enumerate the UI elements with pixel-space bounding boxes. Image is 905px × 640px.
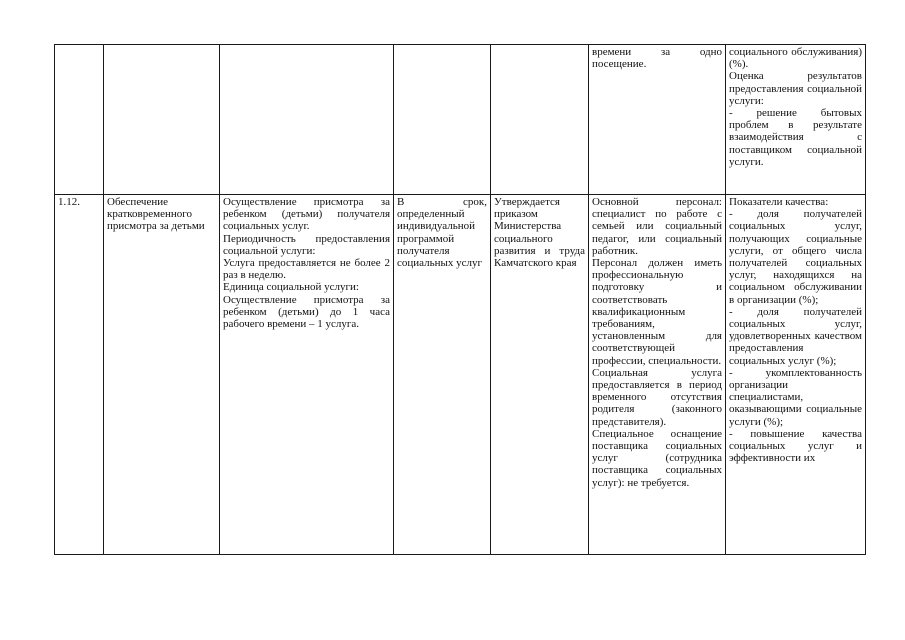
cell-conditions [589, 195, 726, 555]
cell-tariff [491, 195, 589, 555]
cell-name [104, 195, 220, 555]
description-line: Периодичность предоставления социальной услуги: [223, 232, 390, 257]
cell-term-empty [394, 45, 491, 195]
condition-line: Специальное оснащение поставщика социальных услуг (сотрудника поставщика социальных услуг): не требуется. [592, 427, 722, 489]
indicator-line: - доля получателей социальных услуг, получающих социальные услуги, от общего числа получателей социальных услуг, находящихся на социальном обслуживании в организации (%); [729, 208, 862, 306]
condition-line: Персонал должен иметь профессиональную подготовку и соответствовать квалификационным требованиям, установленным для соответствующей профессии, специальности. [592, 257, 722, 367]
table-row-continued [55, 45, 866, 195]
cell-name-empty [104, 45, 220, 195]
cell-number-empty [55, 45, 104, 195]
cell-indicators-continued [726, 45, 866, 195]
cell-conditions-continued [589, 45, 726, 195]
cell-indicators [726, 195, 866, 555]
table-row-service [55, 195, 866, 555]
cell-number [55, 195, 104, 555]
conditions-text: времени за одно посещение. [592, 46, 722, 71]
condition-line: Социальная услуга предоставляется в период временного отсутствия родителя (законного представителя). [592, 366, 722, 428]
description-line: Единица социальной услуги: [223, 281, 359, 294]
indicator-line: Показатели качества: [729, 196, 829, 208]
services-table [54, 44, 866, 555]
indicator-line: социального обслуживания) (%). [729, 46, 862, 71]
cell-term [394, 195, 491, 555]
indicator-line: - укомплектованность организации специалистами, оказывающими социальные услуги (%); [729, 366, 862, 428]
description-line: Услуга предоставляется не более 2 раз в неделю. [223, 257, 390, 282]
cell-description [220, 195, 394, 555]
service-term: В срок, определенный индивидуальной программой получателя социальных услуг [397, 196, 487, 270]
description-line: Осуществление присмотра за ребенком (детьми) до 1 часа рабочего времени – 1 услуга. [223, 293, 390, 331]
service-number: 1.12. [58, 196, 80, 208]
indicator-line: - доля получателей социальных услуг, удовлетворенных качеством предоставления социальных услуг (%); [729, 305, 862, 367]
cell-description-empty [220, 45, 394, 195]
description-line: Осуществление присмотра за ребенком (детьми) получателя социальных услуг. [223, 196, 390, 233]
service-tariff: Утверждается приказом Министерства социального развития и труда Камчатского края [494, 196, 585, 270]
condition-line: Основной персонал: специалист по работе с семьей или социальный педагог, или социальный работник. [592, 196, 722, 257]
indicator-line: - решение бытовых проблем в результате взаимодействия с поставщиком социальной услуги. [729, 107, 862, 168]
cell-tariff-empty [491, 45, 589, 195]
service-name: Обеспечение кратковременного присмотра за детьми [107, 196, 205, 233]
indicator-line: Оценка результатов предоставления социальной услуги: [729, 70, 862, 107]
indicator-line: - повышение качества социальных услуг и эффективности их [729, 427, 862, 465]
